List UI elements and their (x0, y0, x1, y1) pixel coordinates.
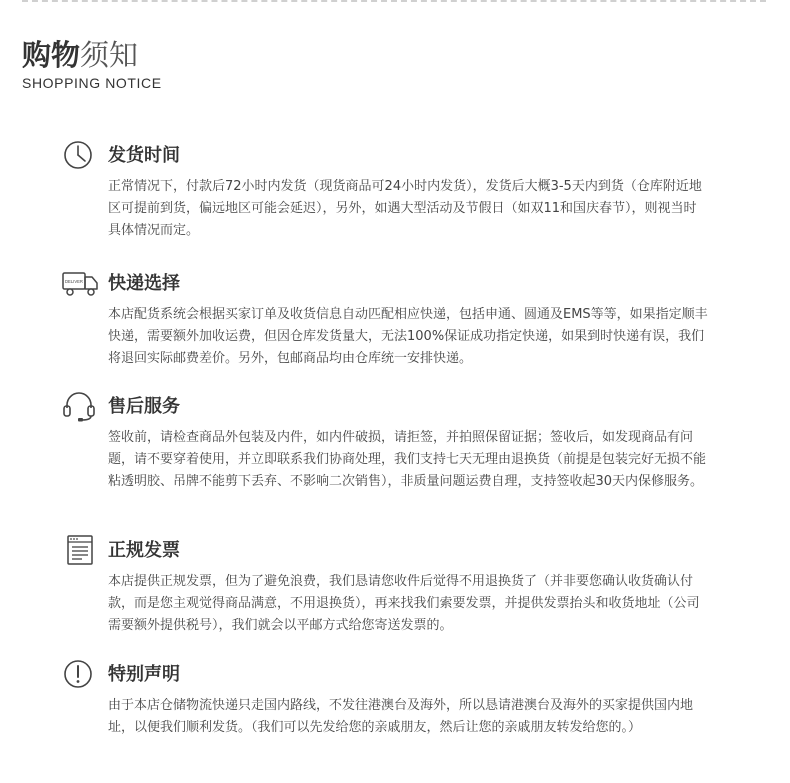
section-after-sales (62, 389, 712, 493)
section-special-statement (62, 657, 712, 739)
truck-label: DELIVER (65, 279, 83, 284)
delivery-truck-icon (62, 266, 98, 300)
top-dashed-divider (22, 0, 766, 4)
section-title: 发货时间 (108, 145, 180, 166)
headset-icon (62, 389, 98, 423)
section-title: 正规发票 (108, 540, 180, 561)
section-shipping-time (62, 138, 712, 242)
page-title-light: 须知 (80, 38, 139, 72)
section-courier-choice (62, 266, 712, 370)
section-body: 正常情况下，付款后72小时内发货（现货商品可24小时内发货），发货后大概3-5天内到货（仓库附近地区可提前到货，偏远地区可能会延迟），另外，如遇大型活动及节假日（如双11和国庆春节），则视当时具体情况而定。 (108, 179, 702, 238)
section-title: 快递选择 (108, 273, 180, 294)
section-title: 售后服务 (108, 396, 180, 417)
clock-icon (62, 138, 98, 172)
section-title: 特别声明 (108, 664, 180, 685)
exclamation-icon (62, 657, 98, 691)
section-body: 本店配货系统会根据买家订单及收货信息自动匹配相应快递，包括申通、圆通及EMS等等，如果指定顺丰快递，需要额外加收运费，但因仓库发货量大，无法100%保证成功指定快递，如果到时快递有误，我们将退回实际邮费差价。另外，包邮商品均由仓库统一安排快递。 (108, 307, 708, 366)
notice-header (22, 38, 162, 91)
section-body: 签收前，请检查商品外包装及内件，如内件破损，请拒签，并拍照保留证据；签收后，如发现商品有问题，请不要穿着使用，并立即联系我们协商处理，我们支持七天无理由退换货（前提是包装完好无损不能粘透明胶、吊牌不能剪下丢弃、不影响二次销售），非质量问题运费自理，支持签收起30天内保修服务。 (108, 430, 707, 489)
section-body: 由于本店仓储物流快递只走国内路线，不发往港澳台及海外，所以恳请港澳台及海外的买家提供国内地址，以便我们顺利发货。（我们可以先发给您的亲戚朋友，然后让您的亲戚朋友转发给您的。） (108, 698, 694, 735)
section-invoice (62, 533, 712, 637)
section-body: 本店提供正规发票，但为了避免浪费，我们恳请您收件后觉得不用退换货了（并非要您确认收货确认付款，而是您主观觉得商品满意，不用退换货），再来找我们索要发票，并提供发票抬头和收货地址（公司需要额外提供税号），我们就会以平邮方式给您寄送发票的。 (108, 574, 700, 633)
page-title (22, 38, 162, 72)
page-title-bold: 购物 (22, 38, 81, 72)
page-subtitle: SHOPPING NOTICE (22, 75, 162, 91)
invoice-icon (62, 533, 98, 567)
